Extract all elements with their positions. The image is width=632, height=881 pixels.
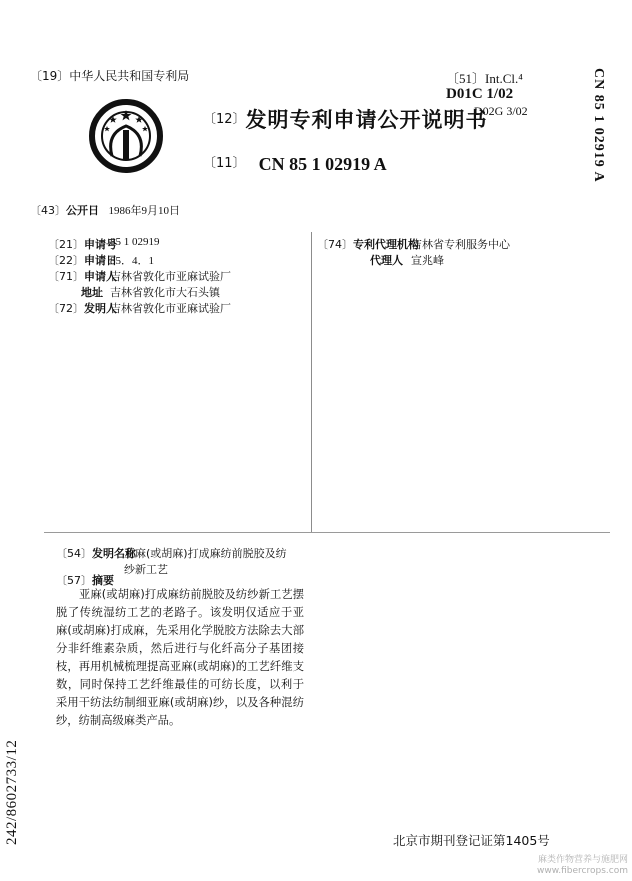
pub-date-label: 公开日 (66, 204, 99, 217)
column-divider (311, 232, 312, 532)
row-code: 〔21〕 (48, 238, 84, 251)
row-label: 申请日 (84, 254, 117, 267)
section-divider (44, 532, 610, 533)
title-code: 〔54〕 (56, 547, 92, 560)
doc-type-code: 〔12〕 (203, 112, 246, 127)
country-name: 中华人民共和国专利局 (69, 69, 190, 83)
application-number-value: 85 1 02919 (110, 236, 160, 248)
address-label: 地址 (81, 286, 103, 299)
invention-title-line1: 亚麻(或胡麻)打成麻纺前脱胶及纺 (124, 547, 287, 560)
invention-title-line2: 纱新工艺 (124, 563, 168, 576)
side-catalog-code: 242/8602733/12 (4, 739, 20, 845)
watermark (537, 855, 628, 877)
row-label: 申请号 (84, 238, 117, 251)
patent-office-emblem-icon (88, 96, 164, 176)
int-cl-label: Int.Cl.⁴ (485, 71, 523, 86)
publication-number-line (203, 152, 387, 175)
row-label: 专利代理机构 (353, 238, 419, 251)
publication-date-line (30, 202, 180, 218)
side-publication-number: CN 85 1 02919 A (591, 68, 606, 183)
watermark-cn: 麻类作物营养与施肥网 (537, 855, 628, 865)
abstract-label: 摘要 (92, 574, 114, 587)
patent-agency-row (317, 236, 419, 252)
int-cl-sub: D02G 3/02 (474, 104, 528, 118)
doc-type-title: 发明专利申请公开说明书 (245, 108, 488, 132)
inventor-row (48, 300, 117, 316)
applicant-value: 吉林省敦化市亚麻试验厂 (110, 270, 231, 283)
patent-agency-value: 吉林省专利服务中心 (411, 238, 510, 251)
int-cl-code: 〔51〕 (446, 71, 486, 86)
row-label: 发明人 (84, 302, 117, 315)
watermark-url: www.fibercrops.com (537, 866, 628, 876)
title-label: 发明名称 (92, 547, 136, 560)
abstract-text: 亚麻(或胡麻)打成麻纺前脱胶及纺纱新工艺摆脱了传统湿纺工艺的老路子。该发明仅适应于亚麻(或胡麻)打成麻，先采用化学脱胶方法除去大部分非纤维素杂质，然后进行与化纤高分子基团接枝，再用机械梳理提高亚麻(或胡麻)的工艺纤维支数，同时保持工艺纤维最佳的可纺长度，以利于采用干纺法纺制细亚麻(或胡麻)纱，以及各种混纺纱，纺制高级麻类产品。 (56, 588, 304, 727)
int-cl-main: D01C 1/02 (446, 86, 514, 102)
application-number-row (48, 236, 117, 252)
country-line (30, 67, 189, 84)
application-date-value: 85．4．1 (110, 255, 154, 267)
applicant-row (48, 268, 117, 284)
doc-type-line (203, 104, 488, 134)
row-code: 〔74〕 (317, 238, 353, 251)
pub-no: CN 85 1 02919 A (258, 154, 387, 174)
country-code: 〔19〕 (30, 69, 70, 83)
agent-label: 代理人 (370, 254, 403, 267)
registration-notice: 北京市期刊登记证第1405号 (393, 833, 550, 848)
inventor-value: 吉林省敦化市亚麻试验厂 (110, 302, 231, 315)
application-date-row (48, 252, 117, 268)
pub-no-code: 〔11〕 (203, 156, 246, 171)
pub-date-value: 1986年9月10日 (108, 205, 180, 217)
agent-value: 宣兆峰 (411, 254, 444, 267)
abstract-code: 〔57〕 (56, 574, 92, 587)
row-code: 〔72〕 (48, 302, 84, 315)
row-code: 〔22〕 (48, 254, 84, 267)
int-cl-line (446, 68, 523, 87)
row-label: 申请人 (84, 270, 117, 283)
address-value: 吉林省敦化市大石头镇 (110, 286, 220, 299)
pub-date-code: 〔43〕 (30, 204, 66, 217)
row-code: 〔71〕 (48, 270, 84, 283)
